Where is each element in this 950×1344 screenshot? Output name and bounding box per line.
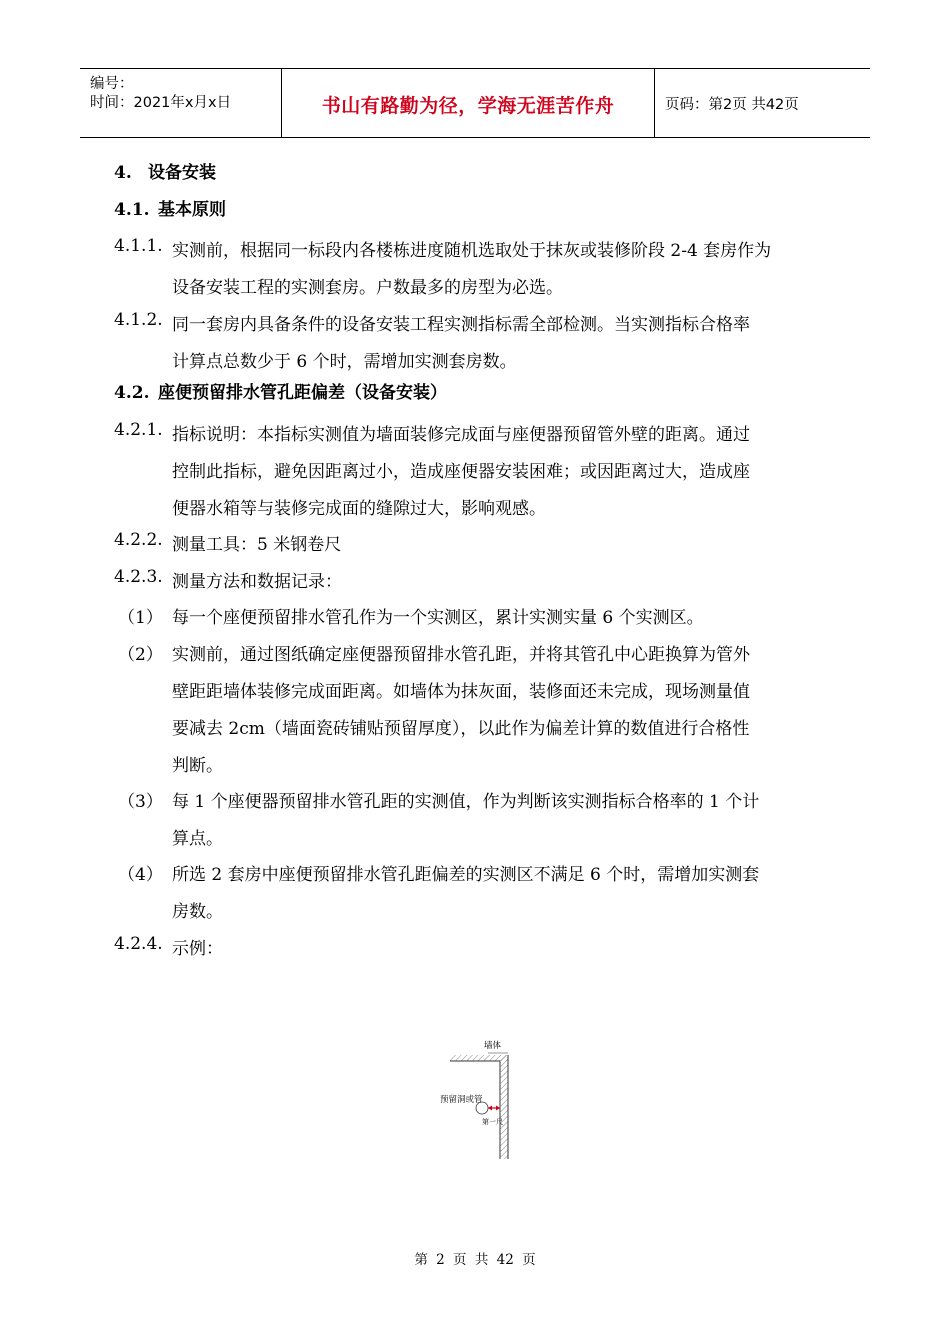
paragraph-line: 房数。: [172, 902, 223, 922]
section-number: 4.: [114, 163, 132, 183]
paragraph-line: 测量方法和数据记录：: [172, 572, 342, 592]
page-header: [80, 68, 870, 138]
section-title: 座便预留排水管孔距偏差（设备安装）: [158, 383, 447, 403]
wall-hatch: [500, 1055, 508, 1159]
doc-code-label: 编号：: [90, 76, 134, 92]
header-page-info: 页码：第2页 共42页: [665, 97, 799, 113]
example-figure: [430, 1035, 540, 1165]
paragraph-line: 示例：: [172, 939, 223, 959]
paragraph-line: 控制此指标，避免因距离过小，造成座便器安装困难；或因距离过大，造成座: [172, 462, 750, 482]
paragraph-line: 所选 2 套房中座便预留排水管孔距偏差的实测区不满足 6 个时，需增加实测套: [172, 865, 760, 885]
paragraph-line: 每一个座便预留排水管孔作为一个实测区，累计实测实量 6 个实测区。: [172, 608, 704, 628]
list-item-number: （1）: [118, 608, 163, 628]
paragraph-line: 判断。: [172, 756, 223, 776]
clause-number: 4.1.2.: [114, 310, 163, 330]
section-title: 设备安装: [148, 163, 216, 183]
page-footer: 第 2 页 共 42 页: [414, 1252, 536, 1268]
section-number: 4.1.: [114, 200, 150, 220]
paragraph-line: 指标说明：本指标实测值为墙面装修完成面与座便器预留管外壁的距离。通过: [172, 425, 750, 445]
paragraph-line: 测量工具：5 米钢卷尺: [172, 535, 342, 555]
header-motto: 书山有路勤为径，学海无涯苦作舟: [321, 95, 615, 117]
list-item-number: （2）: [118, 645, 163, 665]
pipe-label: 预留洞或管: [440, 1095, 483, 1105]
clause-number: 4.1.1.: [114, 236, 163, 256]
paragraph-line: 设备安装工程的实测套房。户数最多的房型为必选。: [172, 278, 563, 298]
measure-label: 第一尺: [482, 1118, 503, 1126]
clause-number: 4.2.2.: [114, 530, 163, 550]
slab-hatch: [450, 1055, 508, 1061]
paragraph-line: 要减去 2cm（墙面瓷砖铺贴预留厚度），以此作为偏差计算的数值进行合格性: [172, 719, 750, 739]
header-info-cell: [80, 69, 282, 137]
paragraph-line: 壁距距墙体装修完成面距离。如墙体为抹灰面，装修面还未完成，现场测量值: [172, 682, 750, 702]
clause-number: 4.2.1.: [114, 420, 163, 440]
paragraph-line: 实测前，通过图纸确定座便器预留排水管孔距，并将其管孔中心距换算为管外: [172, 645, 750, 665]
arrow-head-right: [496, 1106, 500, 1111]
paragraph-line: 实测前，根据同一标段内各楼栋进度随机选取处于抹灰或装修阶段 2-4 套房作为: [172, 241, 772, 261]
arrow-head-left: [488, 1106, 492, 1111]
paragraph-line: 同一套房内具备条件的设备安装工程实测指标需全部检测。当实测指标合格率: [172, 315, 750, 335]
list-item-number: （3）: [118, 792, 163, 812]
paragraph-line: 计算点总数少于 6 个时，需增加实测套房数。: [172, 352, 517, 372]
wall-face-line: [450, 1061, 500, 1159]
section-title: 基本原则: [158, 200, 226, 220]
paragraph-line: 算点。: [172, 829, 223, 849]
paragraph-line: 每 1 个座便器预留排水管孔距的实测值，作为判断该实测指标合格率的 1 个计: [172, 792, 760, 812]
header-motto-cell: [282, 69, 655, 137]
paragraph-line: 便器水箱等与装修完成面的缝隙过大，影响观感。: [172, 499, 546, 519]
clause-number: 4.2.3.: [114, 567, 163, 587]
section-number: 4.2.: [114, 383, 150, 403]
clause-number: 4.2.4.: [114, 934, 163, 954]
doc-time-label: 时间：2021年x月x日: [90, 95, 232, 111]
list-item-number: （4）: [118, 865, 163, 885]
wall-label: 墙体: [484, 1041, 502, 1051]
